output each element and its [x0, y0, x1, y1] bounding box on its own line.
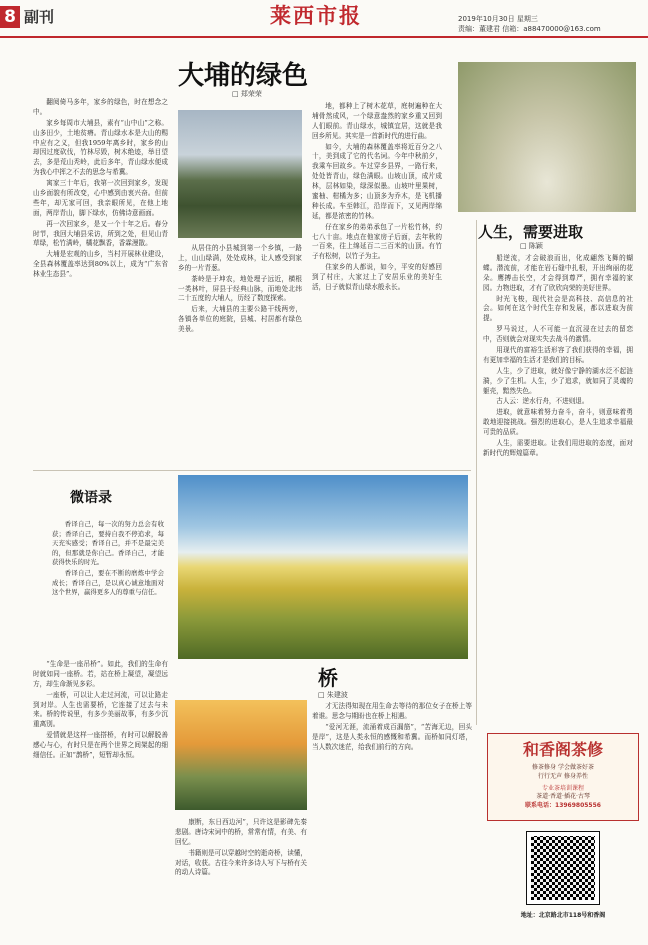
paragraph: 康断，东日西边河”，只许这是影碑先秦悲剧。唐诗宋词中的桥，常常有情，有美、有回忆。 — [175, 818, 307, 846]
paragraph: 时光飞梭，现代社会是高科技、高信息的社会。如何在这个时代生存和发展，都以进取为前提。 — [483, 294, 633, 323]
field-road-photo — [178, 475, 468, 659]
paragraph: 翻阅倚马多年，家乡的绿色，时在想念之中。 — [33, 98, 168, 116]
editor-info: 责编：董建君 信箱：a88470000@163.com — [458, 25, 601, 33]
paragraph: 再一次回家乡，是又一个十年之后。春分时节，我回大埔县采访，所到之处，但见山青草绿，松竹满岭，橘花飘香，香霖漫散。 — [33, 219, 168, 248]
mountain-forest-photo — [178, 110, 302, 238]
paragraph: “爱河无涯，流涌着成百漏筋”，“苦海无边，回头是岸”，这是人类永恒的感慨和希冀。而桥如同灯塔，当人数次迷茫，给我们前行的方向。 — [312, 722, 472, 751]
main-article-col2 — [178, 244, 302, 414]
paragraph: 香译自己，要在不断的磨炼中学会成长；香译自己，是以真心诚意地面对这个世界，赢得更多人的尊重与信任。 — [52, 569, 164, 597]
sprout-photo — [458, 62, 636, 212]
paragraph: 地，都种上了树木花草，庭树遍种在大埔骨然成风，一个绿意盎然的家乡重又回到人们眼前。青山绿水，城镇宜居，这就是我回乡所见。其实是一首新时代的进行曲。 — [312, 102, 442, 140]
stone-bridge-photo — [175, 700, 307, 810]
paragraph: 仔在家乡的弟弟承包了一片松竹林，约七八十亩。地点在他家房子后面，去年秋的一百来，往上绵延百二三百米的山顶。有竹子有松树，以竹子为主。 — [312, 222, 442, 261]
microlang-title: 微语录 — [70, 490, 112, 506]
paragraph: 爱情就是这样一座搭桥，有时可以解脱善感心与心，有时只是在两个世界之间架起的细细信任。正如“鹊桥”，短暂却永恒。 — [33, 731, 168, 760]
section-name: 副刊 — [24, 8, 55, 26]
page-number: 8 — [0, 6, 20, 28]
paragraph: 住家乡的人都说，如今，平安的好感回到了村庄，大家过上了安居乐业的美好生活，日子就似青山绿水般永长。 — [312, 263, 442, 292]
main-article-title: 大埔的绿色 — [178, 61, 309, 91]
column-divider — [476, 220, 477, 725]
tea-slogan-1: 修茶修身 学会做茶好茶 — [532, 764, 594, 772]
microlang-body — [52, 520, 164, 630]
paragraph: 茶岭是于坤农，地处埋子远近，横根一类林叶，屏县于经典山脉，而地处北纬二十五度的大埔人，历经了数度探索。 — [178, 274, 302, 303]
tea-services: 茶道·香道·插花·古琴 — [536, 793, 590, 801]
paragraph: 古人云：逆水行舟，不进则退。 — [496, 397, 589, 406]
main-article-byline: □ 郑荣荣 — [232, 90, 262, 98]
tea-address: 地址：北京路北市118号和香阁 — [520, 912, 606, 919]
paragraph: 寓家三十年后，我第一次回到家乡，发现山乡面貌有所改变，心中感到由衷兴奋。但前些年，却无家可回，我亲眼所见，在他上地面，两岸青山，脚下绿水，仿佛诗意画面。 — [33, 179, 168, 217]
paragraph: 后来，大埔县的主要公路干线两旁，各镇各单位的庭院，县城、村居都有绿色美景。 — [178, 305, 302, 334]
paragraph: 大埔是宏观的山乡，当村开展林业建设，全县森林覆盖率达到80%以上，成为“广东省林业生态县”。 — [33, 250, 168, 279]
header-rule — [0, 36, 648, 38]
main-article-col1 — [33, 98, 168, 478]
paragraph: 船逆流，才会破浪而出，化成翩然飞舞的蝴蝶。潜流前，才能在岩石缝中扎根，开出绚丽的花朵。鹰搏击长空，才会得到尊严，拥有幸福的家园。力物进取，才有了欣欣向荣的美好世界。 — [483, 254, 633, 292]
paragraph: 罗马说过，人不可能一直沉浸在过去的留恋中，否则就会对现实失去战斗的激情。 — [483, 325, 633, 344]
main-article-col3 — [312, 102, 442, 422]
paragraph: 一座桥，可以让人走过河流，可以让路走到对岸。人生也需要桥，它连接了过去与未来。桥的传说里，有多少美丽故事，有多少沉重离别。 — [33, 690, 168, 729]
paragraph: “生命是一座吊桥”。如此，我们的生命有时就如同一座桥。若，站在桥上凝望，凝望远方，却生命渐见多彩。 — [33, 660, 168, 688]
paragraph: 家乡每周市大埔县，素有“山中山”之称。山多田少，土地贫瘠。青山绿水本是大山的赐中应有之义，但我1959年离乡时，家乡的山却因过度砍伐，竹林尽毁，树木绝迹，举目望去，多是荒山秃岭，此后多年，青山绿水便成为我心中挥之不去的思念与希冀。 — [33, 118, 168, 177]
paragraph: 人生，少了进取，就好像宁静的湖水泛不起涟漪，少了生机。人生，少了追求，就如同了灵魂的躯壳，黯然失色。 — [483, 366, 633, 395]
bridge-article-col3 — [312, 702, 472, 938]
paragraph: 香译自己，每一次的努力总会有收获；香译自己，要持自我不停追求，每天充实感受；香译自己，并不是最完美的，但那就是你自己。香译自己，才能获得快乐的时光。 — [52, 520, 164, 567]
section-divider — [33, 470, 471, 471]
right-article-title: 人生，需要进取 — [478, 223, 584, 241]
qr-code[interactable] — [527, 832, 599, 904]
tea-course-label: 专业茶培训课程 — [541, 784, 584, 792]
paragraph: 从居住的小县城到第一个乡镇，一路上，山山绿满，处处成林，让人感受到家乡的一片青葱。 — [178, 244, 302, 272]
right-article-byline: □ 陈颖 — [520, 242, 543, 250]
tea-phone: 联系电话：13969805556 — [525, 801, 601, 809]
tea-slogan-2: 行行无声 修身养性 — [538, 772, 588, 780]
bridge-article-col1 — [33, 660, 168, 938]
masthead: 莱西市报 — [270, 3, 362, 28]
issue-date: 2019年10月30日 星期三 — [458, 15, 538, 23]
paragraph: 人生，需要进取。让我们用进取的态度，面对新时代的辉煌篇章。 — [483, 439, 633, 457]
tea-ad — [487, 733, 639, 821]
paragraph: 如今，大埔的森林覆盖率将近百分之八十，美到成了它的代名词。今年中秋前夕，我乘车回故乡。车过穿乡县界，一路行来，处处皆青山，绿色满眼。山坡山顶，成片成林，层林如染，绿深似墨。山坡叶里果树，蜜柚、柑橘为多；山顶多为乔木，是飞机播种长成。车至韩江，沿岸而下，又见两岸绵延，都是浓密的竹林。 — [312, 142, 442, 220]
tea-brand: 和香阁茶修 — [522, 740, 603, 759]
paragraph: 用现代的富裕生活形容了我们获得的幸福，拥有更加幸福的生活才是我们的目标。 — [483, 346, 633, 364]
bridge-article-title: 桥 — [318, 666, 338, 690]
paragraph: 进取，就意味着努力奋斗，奋斗，则意味着勇敢地迎接挑战。强烈的进取心，是人生追求幸福最可贵的品质。 — [483, 408, 633, 437]
bridge-article-byline: □ 朱建波 — [318, 691, 348, 699]
right-article-body — [483, 254, 633, 724]
paragraph: 书籍则是可以穿越时空的逝奇桥，读懂，对话，收获。古往今来许多诗人写下与桥有关的动人诗篇。 — [175, 848, 307, 877]
bridge-article-col2 — [175, 818, 307, 938]
paragraph: 才无法得知现在用生命去等待的那位女子在桥上等着谁。思念与期盼也在桥上相遇。 — [312, 702, 472, 720]
